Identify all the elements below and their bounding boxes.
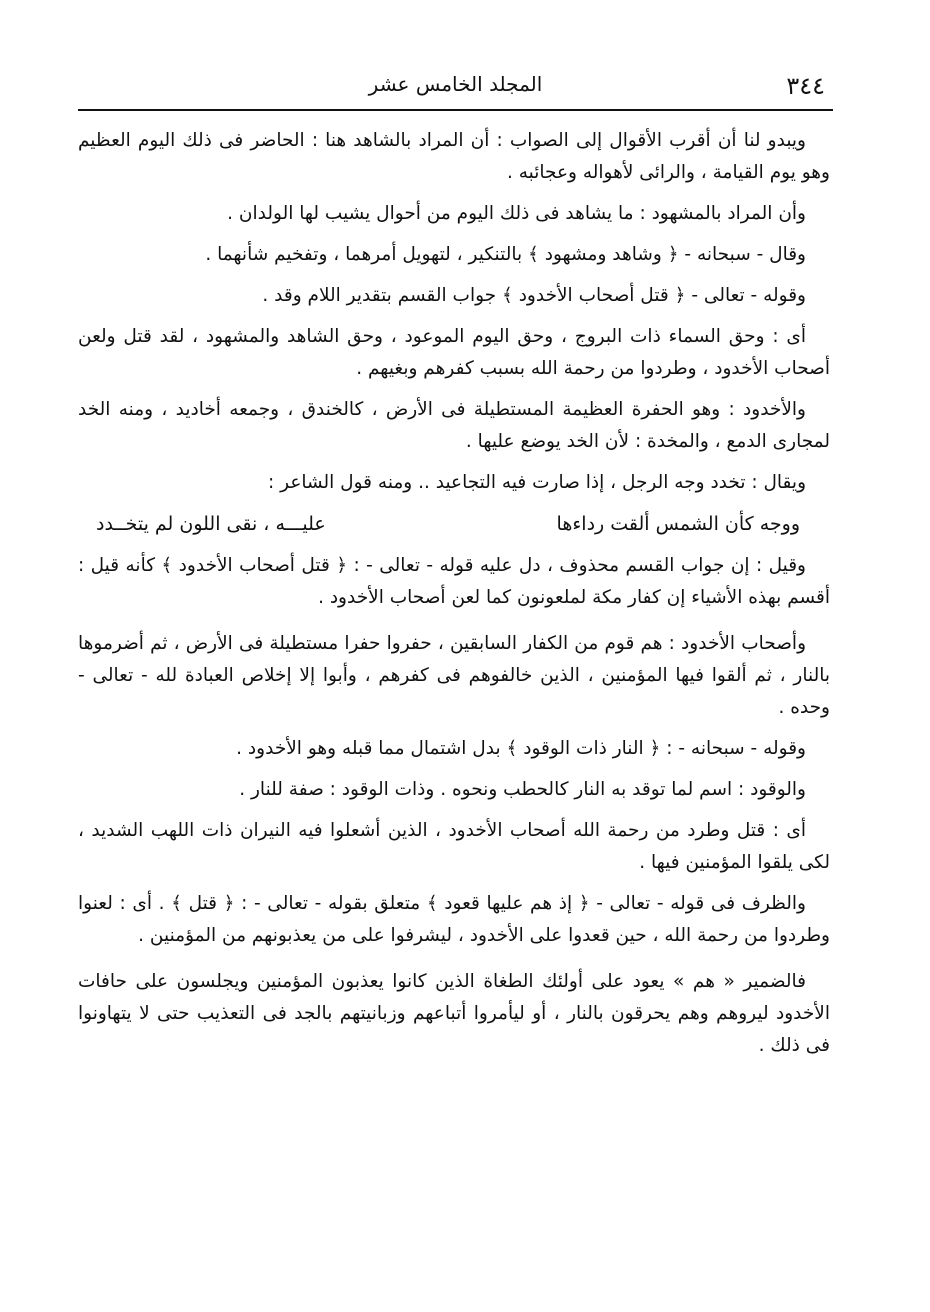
paragraph: وقال - سبحانه - ﴿ وشاهد ومشهود ﴾ بالتنكير ، لتهويل أمرهما ، وتفخيم شأنهما .: [205, 244, 806, 265]
paragraph: والظرف فى قوله - تعالى - ﴿ إذ هم عليها قعود ﴾ متعلق بقوله - تعالى - : ﴿ قتل ﴾ . أى : لعنوا وطردوا من رحمة الله ، حين قعدوا على الأخدود ، ليشرفوا على من يعذبونهم من المؤمنين .: [78, 893, 830, 946]
page-number: ٣٤٤: [786, 72, 825, 100]
running-title: المجلد الخامس عشر: [368, 72, 543, 96]
paragraph: وأصحاب الأخدود : هم قوم من الكفار السابقين ، حفروا حفرا مستطيلة فى الأرض ، ثم أضرموها بالنار ، ثم ألقوا فيها المؤمنين ، الذين خالفوهم فى كفرهم ، وأبوا إلا إخلاص العبادة لله - تعالى - وحده .: [78, 633, 830, 718]
paragraph: أى : وحق السماء ذات البروج ، وحق اليوم الموعود ، وحق الشاهد والمشهود ، لقد قتل ولعن أصحاب الأخدود ، وطردوا من رحمة الله بسبب كفرهم وبغيهم .: [78, 326, 830, 379]
paragraph: وقيل : إن جواب القسم محذوف ، دل عليه قوله - تعالى - : ﴿ قتل أصحاب الأخدود ﴾ كأنه قيل : أقسم بهذه الأشياء إن كفار مكة لملعونون كما لعن أصحاب الأخدود .: [78, 555, 830, 608]
page-header: [78, 66, 833, 106]
header-divider: [78, 109, 833, 111]
paragraph: وقوله - تعالى - ﴿ قتل أصحاب الأخدود ﴾ جواب القسم بتقدير اللام وقد .: [262, 285, 806, 306]
paragraph: ويبدو لنا أن أقرب الأقوال إلى الصواب : أن المراد بالشاهد هنا : الحاضر فى ذلك اليوم العظيم وهو يوم القيامة ، والرائى لأهواله وعجائبه .: [78, 130, 830, 183]
paragraph: والأخدود : وهو الحفرة العظيمة المستطيلة فى الأرض ، كالخندق ، وجمعه أخاديد ، ومنه الخد لمجارى الدمع ، والمخدة : لأن الخد يوضع عليها .: [78, 399, 830, 452]
body-text: [78, 125, 830, 1071]
paragraph: والوقود : اسم لما توقد به النار كالحطب ونحوه . وذات الوقود : صفة للنار .: [239, 779, 806, 800]
paragraph: وقوله - سبحانه - : ﴿ النار ذات الوقود ﴾ بدل اشتمال مما قبله وهو الأخدود .: [236, 738, 806, 759]
verse-first-hemistich: ووجه كأن الشمس ألقت رداءها: [556, 513, 800, 535]
paragraph: وأن المراد بالمشهود : ما يشاهد فى ذلك اليوم من أحوال يشيب لها الولدان .: [227, 203, 806, 224]
paragraph: ويقال : تخدد وجه الرجل ، إذا صارت فيه التجاعيد .. ومنه قول الشاعر :: [268, 472, 806, 493]
verse-second-hemistich: عليـــه ، نقى اللون لم يتخــدد: [96, 513, 326, 535]
paragraph: فالضمير « هم » يعود على أولئك الطغاة الذين كانوا يعذبون المؤمنين ويجلسون على حافات الأخدود ليروهم وهم يحرقون بالنار ، أو ليأمروا أتباعهم وزبانيتهم بالجد فى التعذيب حتى لا يتهاونوا فى ذلك .: [78, 971, 830, 1056]
paragraph: أى : قتل وطرد من رحمة الله أصحاب الأخدود ، الذين أشعلوا فيه النيران ذات اللهب الشديد ، لكى يلقوا المؤمنين فيها .: [78, 820, 830, 873]
poetry-verse: [78, 508, 830, 540]
